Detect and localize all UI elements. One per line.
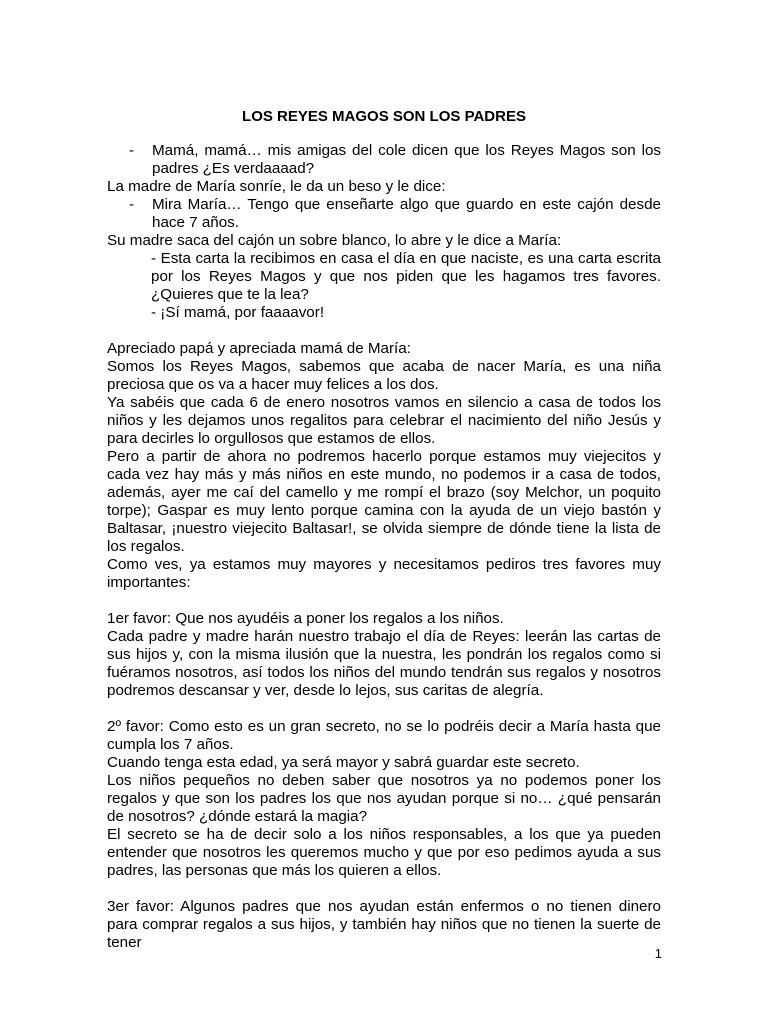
favor-2-text-2: Los niños pequeños no deben saber que nosotros ya no podemos poner los regalos y que son los padres los que nos ayudan porque si no… ¿qué pensarán de nosotros? ¿dónde estará la magia?: [107, 772, 661, 825]
favor-2-heading: 2º favor: Como esto es un gran secreto, no se lo podréis decir a María hasta que cumpla los 7 años.: [107, 718, 661, 753]
favor-1-heading: 1er favor: Que nos ayudéis a poner los regalos a los niños.: [107, 610, 504, 627]
narration-2: Su madre saca del cajón un sobre blanco, lo abre y le dice a María:: [107, 232, 562, 249]
dialogue-line-4: - ¡Sí mamá, por faaaavor!: [151, 304, 325, 321]
dialogue-line-1: [107, 142, 661, 178]
letter-paragraph-3: Pero a partir de ahora no podremos hacerlo porque estamos muy viejecitos y cada vez hay más y más niños en este mundo, no podemos ir a casa de todos, además, ayer me caí del camello y me rompí el brazo (soy Melchor, un poquito torpe); Gaspar es muy lento porque camina con la ayuda de un viejo bastón y Baltasar, ¡nuestro viejecito Baltasar!, se olvida siempre de dónde tiene la lista de los regalos.: [107, 448, 661, 555]
letter-paragraph-4: Como ves, ya estamos muy mayores y necesitamos pediros tres favores muy importantes:: [107, 556, 661, 591]
dialogue-line-3: - Esta carta la recibimos en casa el día en que naciste, es una carta escrita por los Reyes Magos y que nos piden que les hagamos tres favores. ¿Quieres que te la lea?: [151, 250, 661, 303]
paragraph-gap: [107, 322, 661, 340]
paragraph-gap: [107, 700, 661, 718]
letter-greeting: Apreciado papá y apreciada mamá de María:: [107, 340, 411, 357]
dialogue-text-2: Mira María… Tengo que enseñarte algo que guardo en este cajón desde hace 7 años.: [152, 196, 661, 231]
favor-2-text-1: Cuando tenga esta edad, ya será mayor y sabrá guardar este secreto.: [107, 754, 580, 771]
dash-marker: -: [129, 142, 135, 159]
favor-3-text: 3er favor: Algunos padres que nos ayudan están enfermos o no tienen dinero para comprar regalos a sus hijos, y también hay niños que no tienen la suerte de tener: [107, 898, 661, 951]
favor-2-text-3: El secreto se ha de decir solo a los niños responsables, a los que ya pueden entender que nosotros les queremos mucho y que por eso pedimos ayuda a sus padres, las personas que más los quieren a ellos.: [107, 826, 661, 879]
dash-marker: -: [129, 196, 135, 213]
letter-paragraph-2: Ya sabéis que cada 6 de enero nosotros vamos en silencio a casa de todos los niños y les dejamos unos regalitos para celebrar el nacimiento del niño Jesús y para decirles lo orgullosos que estamos de ellos.: [107, 394, 661, 447]
favor-1-text: Cada padre y madre harán nuestro trabajo el día de Reyes: leerán las cartas de sus hijos y, con la misma ilusión que la nuestra, les pondrán los regalos como si fuéramos nosotros, así todos los niños del mundo tendrán sus regalos y nosotros podremos descansar y ver, desde lo lejos, sus caritas de alegría.: [107, 628, 661, 699]
document-body: [107, 142, 661, 952]
dialogue-text-1: Mamá, mamá… mis amigas del cole dicen que los Reyes Magos son los padres ¿Es verdaaaad?: [152, 142, 661, 177]
narration-1: La madre de María sonríe, le da un beso y le dice:: [107, 178, 446, 195]
paragraph-gap: [107, 592, 661, 610]
letter-paragraph-1: Somos los Reyes Magos, sabemos que acaba de nacer María, es una niña preciosa que os va a hacer muy felices a los dos.: [107, 358, 661, 393]
paragraph-gap: [107, 880, 661, 898]
dialogue-line-2: [107, 196, 661, 232]
document-title: LOS REYES MAGOS SON LOS PADRES: [242, 108, 526, 125]
page-number: 1: [654, 946, 662, 961]
